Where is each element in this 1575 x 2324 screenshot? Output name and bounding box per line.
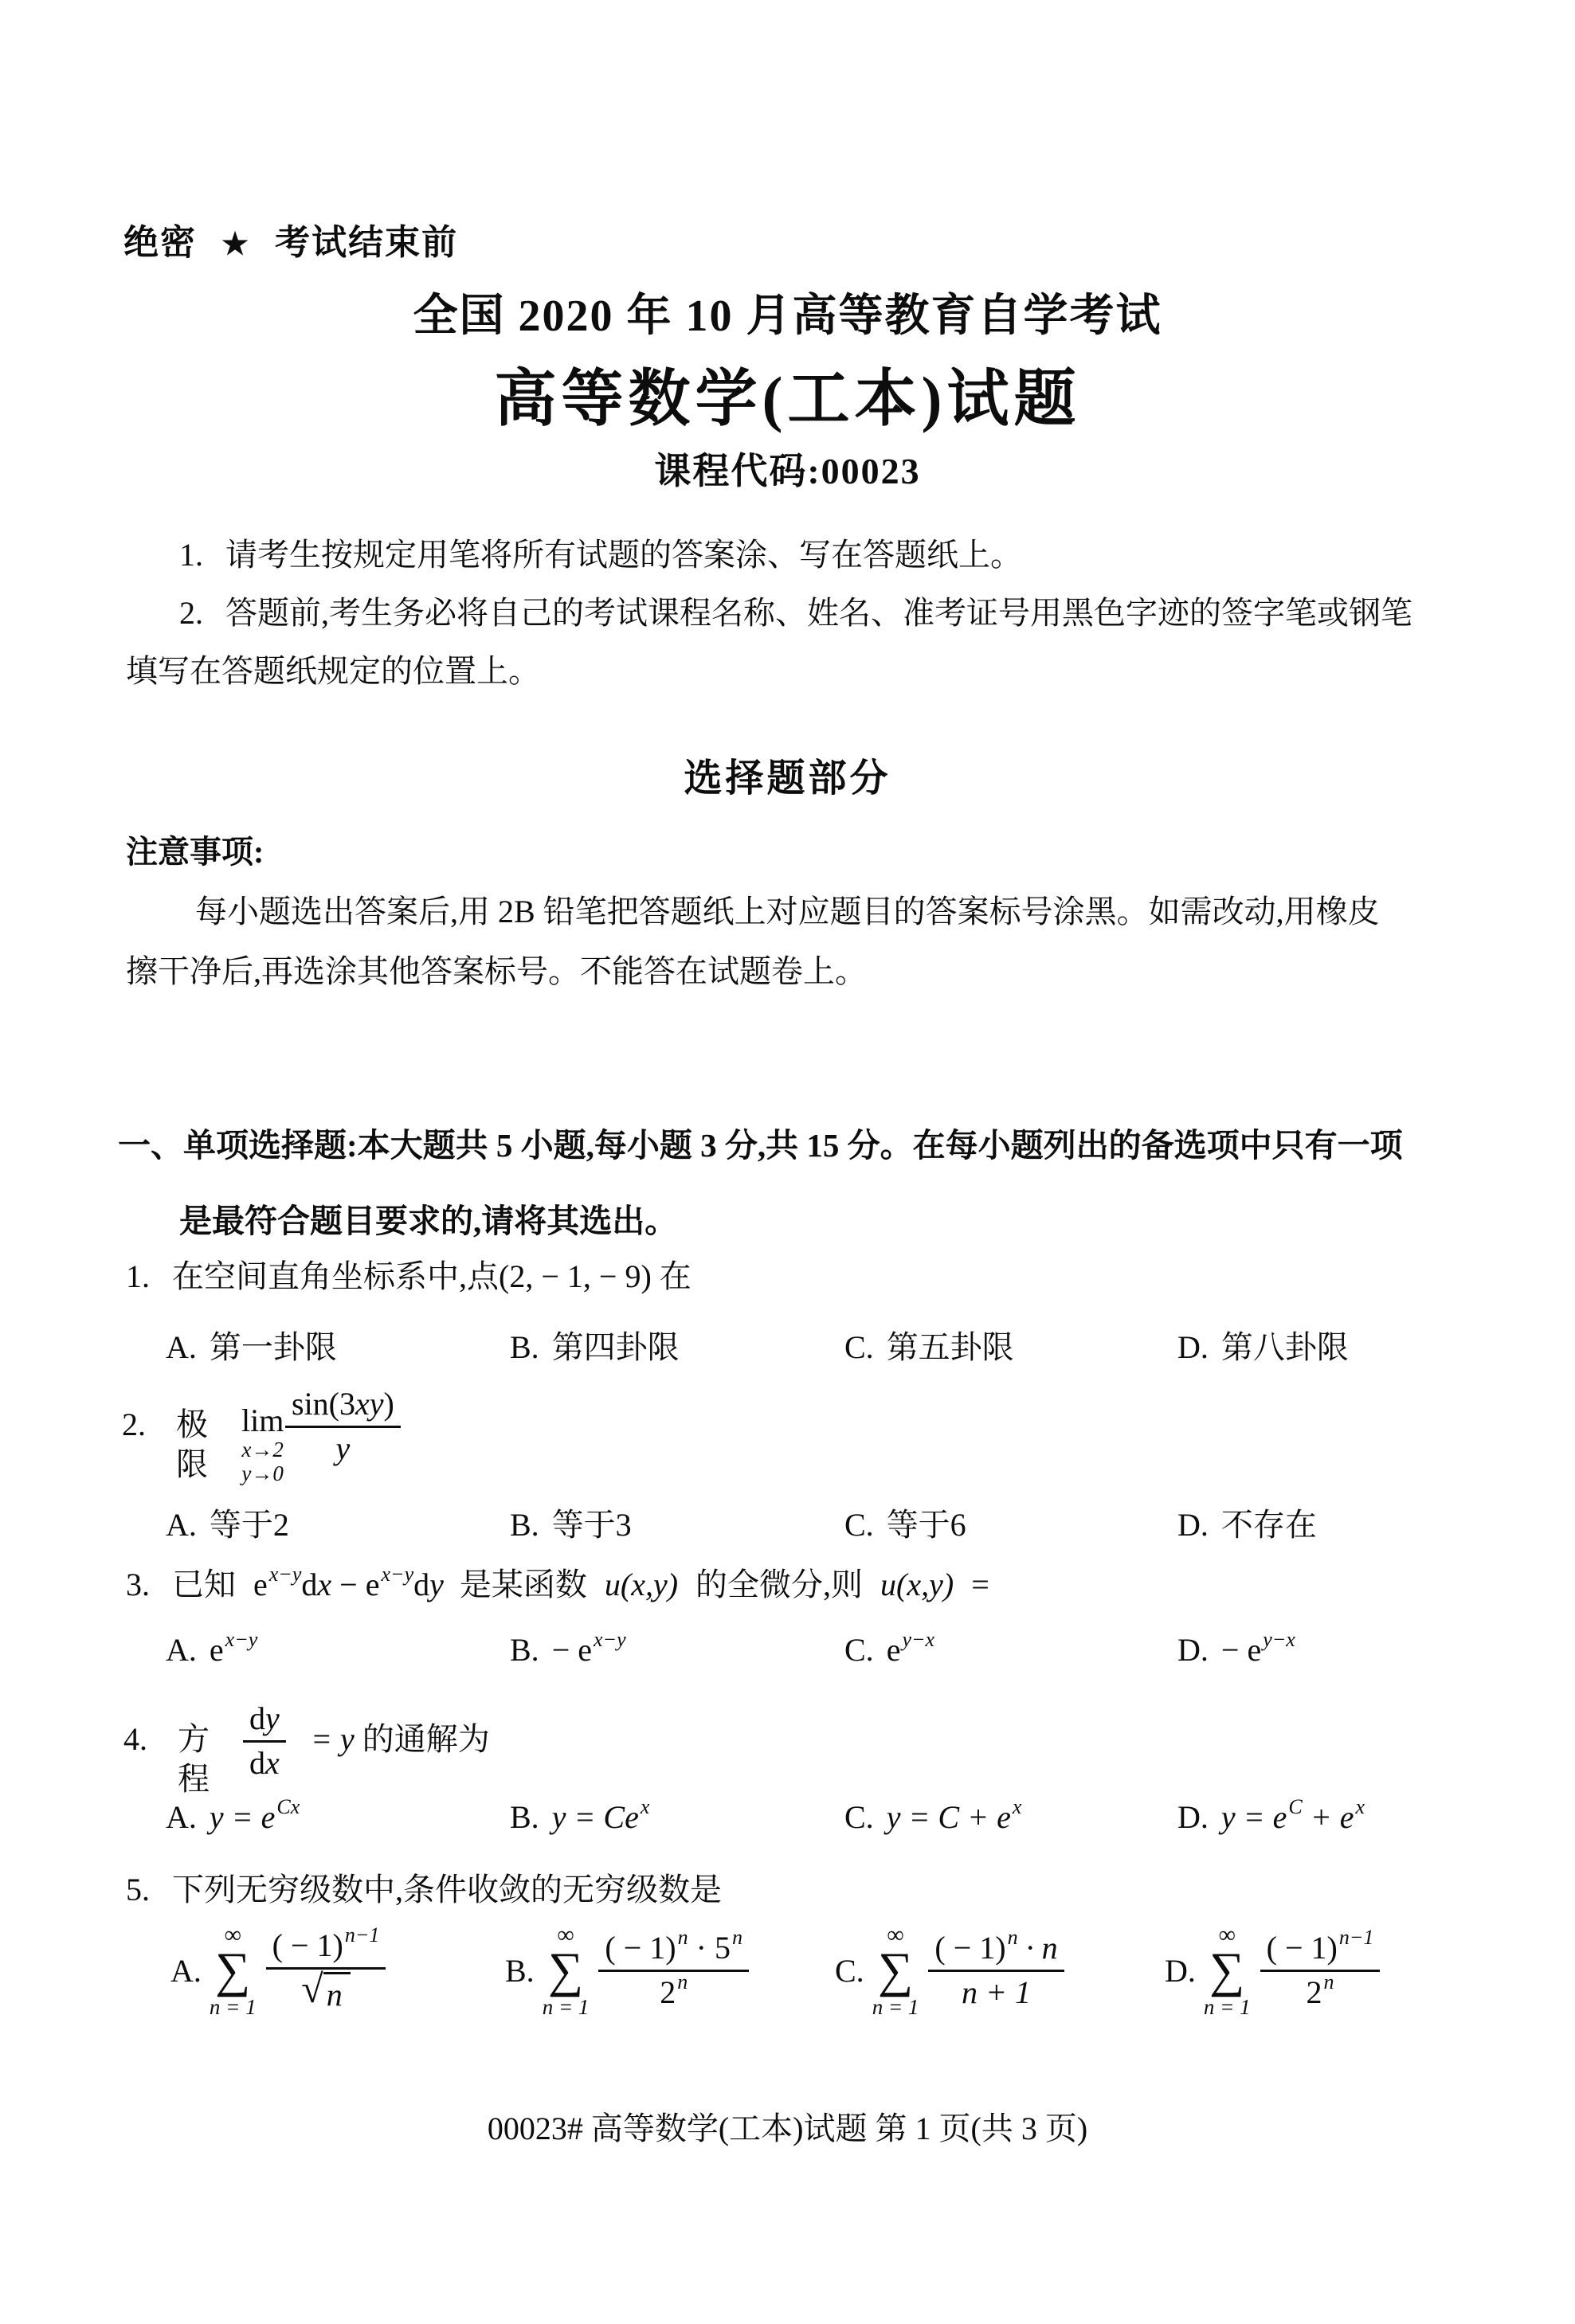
exam-title-line2: 高等数学(工本)试题: [494, 364, 1081, 433]
choice-section-heading: 选择题部分: [684, 757, 891, 800]
q4-fraction-numerator: [243, 1700, 286, 1743]
notice-line2: 擦干净后,再选涂其他答案标号。不能答在试题卷上。: [126, 953, 867, 989]
q1-option-a: [166, 1322, 337, 1367]
question-1-text2: 在: [659, 1258, 692, 1294]
question-3-tail1: 是某函数: [459, 1567, 587, 1602]
infinity-symbol: ∞: [887, 1922, 904, 1948]
sigma-symbol: ∑: [547, 1943, 584, 1997]
q3-option-b-sup: x−y: [594, 1628, 626, 1651]
question-5-text: 下列无穷级数中,条件收敛的无穷级数是: [172, 1872, 722, 1907]
q5-b-denominator: [660, 1972, 688, 2011]
sigma-symbol: ∑: [877, 1943, 914, 1997]
q4-option-d: [1177, 1795, 1365, 1836]
summation-d: [1204, 1923, 1251, 2018]
q2-option-b: [510, 1500, 632, 1545]
q1-option-b-text: 第四卦限: [551, 1329, 680, 1365]
sigma-symbol: ∑: [1209, 1943, 1245, 1997]
question-3-lead: 已知: [172, 1567, 236, 1602]
q2-num-fn: sin(3: [292, 1386, 355, 1422]
sum-lower-limit: n = 1: [872, 1994, 919, 2019]
instruction-item-2-line1: [179, 593, 1412, 633]
instruction-2-text-line1: 答题前,考生务必将自己的考试课程名称、姓名、准考证号用黑色字迹的签字笔或钢笔: [225, 595, 1412, 631]
q1-option-a-text: 第一卦限: [209, 1329, 337, 1365]
q4-option-d-sup2: x: [1355, 1795, 1365, 1818]
q5-d-num1: ( − 1): [1266, 1930, 1338, 1966]
q3-option-c-base: e: [886, 1632, 901, 1668]
summation-b: [543, 1923, 590, 2018]
q5-b-sup1: n: [677, 1926, 688, 1950]
instruction-item-2-line2: 填写在答题纸规定的位置上。: [126, 653, 540, 689]
q5-b-den: 2: [660, 1974, 676, 2011]
q2-option-a-text: 等于2: [209, 1507, 289, 1543]
q3-option-c-sup: y−x: [902, 1628, 935, 1651]
q5-option-b-fraction: [598, 1926, 749, 2011]
q2-option-a-label: A.: [166, 1507, 197, 1543]
sum-lower-limit: n = 1: [542, 1994, 590, 2019]
q5-a-sup1: n−1: [344, 1923, 380, 1947]
security-line: [123, 213, 458, 264]
q5-c-sup1: n: [1007, 1926, 1018, 1950]
q4-option-b-sup: x: [640, 1795, 650, 1818]
q2-option-b-text: 等于3: [551, 1507, 632, 1543]
q4-option-a-label: A.: [166, 1799, 197, 1835]
q3-option-c-label: C.: [844, 1632, 874, 1668]
radical-sign: √: [301, 1966, 323, 2012]
q3-minus: −: [339, 1567, 358, 1602]
q5-option-b-label: B.: [505, 1952, 535, 1989]
q1-option-d: [1177, 1322, 1349, 1367]
question-3-tail2: 的全微分,则: [695, 1567, 864, 1602]
q2-num-var: xy: [355, 1386, 384, 1422]
limit-sub2: y→0: [241, 1461, 284, 1485]
q5-option-a-label: A.: [170, 1952, 202, 1989]
q5-option-d-label: D.: [1165, 1952, 1196, 1989]
q1-option-b: [510, 1322, 680, 1367]
q2-fraction-numerator: [285, 1386, 401, 1428]
q3-option-b-label: B.: [510, 1632, 539, 1668]
q4-option-d-pre: y = e: [1220, 1799, 1287, 1835]
summation-a: [210, 1923, 257, 2018]
q4-option-c-label: C.: [844, 1799, 874, 1835]
instruction-1-text: 请考生按规定用笔将所有试题的答案涂、写在答题纸上。: [225, 537, 1022, 573]
q5-a-numerator: [266, 1923, 386, 1970]
q2-option-a: [166, 1500, 289, 1545]
q1-option-b-label: B.: [510, 1329, 539, 1365]
notice-line1: 每小题选出答案后,用 2B 铅笔把答题纸上对应题目的答案标号涂黑。如需改动,用橡皮: [195, 894, 1380, 929]
q4-fraction-denominator: [249, 1743, 280, 1782]
q3-e1-sup: x−y: [268, 1563, 302, 1586]
q4-tail-text: 的通解为: [362, 1721, 490, 1757]
q5-d-den: 2: [1306, 1974, 1322, 2011]
q5-d-sup1: n−1: [1338, 1926, 1374, 1950]
q4-den-v: x: [265, 1745, 280, 1781]
q5-c-denominator: n + 1: [962, 1974, 1032, 2011]
q3-u2: u(x,y): [880, 1567, 954, 1602]
q5-option-d: [1165, 1923, 1380, 2018]
security-label: 绝密: [123, 223, 197, 262]
question-2-number: 2.: [122, 1407, 146, 1442]
q4-option-d-sup1: C: [1288, 1795, 1303, 1818]
infinity-symbol: ∞: [557, 1922, 574, 1948]
question-4-tail: [311, 1720, 490, 1759]
question-3-equals: =: [971, 1567, 989, 1602]
q5-c-num2: · n: [1017, 1930, 1058, 1966]
q4-option-a-pre: y = e: [209, 1799, 276, 1835]
q5-option-c-fraction: [928, 1926, 1064, 2011]
q4-equation: = y: [311, 1721, 355, 1757]
q4-option-a: [166, 1795, 300, 1836]
q5-b-num2: · 5: [688, 1930, 731, 1966]
q2-option-d-label: D.: [1177, 1507, 1209, 1543]
q2-option-b-label: B.: [510, 1507, 539, 1543]
limit-block: [241, 1403, 284, 1485]
notice-title: 注意事项:: [126, 834, 264, 870]
question-4-number: 4.: [123, 1721, 147, 1757]
question-4-prefix: 方程: [178, 1721, 210, 1797]
sum-lower-limit: n = 1: [209, 1994, 257, 2019]
q5-d-denominator: [1307, 1972, 1334, 2011]
q3-option-d-label: D.: [1177, 1632, 1209, 1668]
q4-num-d: d: [249, 1700, 265, 1736]
q4-option-d-mid: + e: [1302, 1799, 1354, 1835]
question-1-point: (2, − 1, − 9): [499, 1258, 652, 1294]
q2-num-close: ): [383, 1386, 394, 1422]
question-5: [126, 1870, 722, 1910]
q2-option-d: [1177, 1500, 1317, 1545]
question-5-number: 5.: [126, 1872, 150, 1907]
exam-title-line1: 全国 2020 年 10 月高等教育自学考试: [413, 291, 1162, 341]
q4-option-c: [844, 1795, 1022, 1836]
q3-option-b: [510, 1628, 626, 1669]
q3-option-a: [166, 1628, 258, 1669]
q4-option-b-pre: y = Ce: [551, 1799, 639, 1835]
q1-option-a-label: A.: [166, 1329, 197, 1365]
sum-lower-limit: n = 1: [1203, 1994, 1251, 2019]
q5-b-sup2: n: [731, 1926, 742, 1950]
q4-fraction: [243, 1700, 286, 1782]
q3-v1: x: [317, 1567, 332, 1602]
q5-option-a: [170, 1923, 386, 2018]
q3-e1: e: [253, 1567, 268, 1602]
question-1: [126, 1257, 692, 1297]
question-3: [126, 1565, 989, 1605]
q3-option-d-sup: y−x: [1263, 1628, 1295, 1651]
q4-option-c-sup: x: [1012, 1795, 1022, 1818]
part-one-heading-line2: 是最符合题目要求的,请将其选出。: [179, 1203, 678, 1239]
infinity-symbol: ∞: [1218, 1922, 1236, 1948]
q5-c-num1: ( − 1): [934, 1930, 1006, 1966]
q3-option-a-sup: x−y: [225, 1628, 258, 1651]
q2-option-d-text: 不存在: [1220, 1507, 1317, 1543]
q5-option-b: [505, 1923, 749, 2018]
question-3-number: 3.: [126, 1567, 150, 1602]
security-note: 考试结束前: [275, 223, 459, 262]
instruction-item-1: [179, 535, 1022, 575]
q5-d-numerator: [1260, 1926, 1381, 1972]
q3-differential-expression: [253, 1563, 444, 1602]
q2-option-c: [844, 1500, 966, 1545]
q3-option-d: [1177, 1628, 1295, 1669]
q3-option-d-base: − e: [1220, 1632, 1262, 1668]
q5-option-c: [835, 1923, 1064, 2018]
q3-d1: d: [301, 1567, 318, 1602]
q5-a-num1: ( − 1): [272, 1927, 343, 1964]
q1-option-c-label: C.: [844, 1329, 874, 1365]
q1-option-d-label: D.: [1177, 1329, 1209, 1365]
question-1-number: 1.: [126, 1258, 150, 1294]
radicand: n: [323, 1972, 351, 2013]
q1-option-c-text: 第五卦限: [886, 1329, 1014, 1365]
question-1-text1: 在空间直角坐标系中,点: [172, 1258, 499, 1294]
q3-option-c: [844, 1628, 935, 1669]
instruction-1-number: 1.: [179, 537, 203, 573]
q3-e2: e: [365, 1567, 380, 1602]
q4-num-v: y: [265, 1700, 280, 1736]
star-icon: ★: [221, 228, 251, 261]
limit-sub1: x→2: [241, 1438, 284, 1461]
q4-option-d-label: D.: [1177, 1799, 1209, 1835]
q5-option-a-fraction: [266, 1923, 386, 2013]
q3-v2: y: [429, 1567, 444, 1602]
q5-a-denominator: [301, 1966, 350, 2013]
page-footer: 00023# 高等数学(工本)试题 第 1 页(共 3 页): [487, 2111, 1088, 2146]
q3-option-a-label: A.: [166, 1632, 197, 1668]
q5-b-numerator: [598, 1926, 749, 1972]
q4-option-c-pre: y = C + e: [886, 1799, 1011, 1835]
part-one-heading-line1: 一、单项选择题:本大题共 5 小题,每小题 3 分,共 15 分。在每小题列出的备选项中只有一项: [118, 1127, 1403, 1164]
limit-word: lim: [241, 1403, 284, 1438]
sigma-symbol: ∑: [215, 1943, 251, 1997]
q4-option-b: [510, 1795, 650, 1836]
q4-option-b-label: B.: [510, 1799, 539, 1835]
course-code: 课程代码:00023: [654, 451, 921, 491]
q1-option-d-text: 第八卦限: [1220, 1329, 1349, 1365]
q3-e2-sup: x−y: [381, 1563, 414, 1586]
q5-c-numerator: [928, 1926, 1064, 1972]
summation-c: [872, 1923, 919, 2018]
q5-b-num1: ( − 1): [605, 1930, 676, 1966]
instruction-2-number: 2.: [179, 595, 203, 631]
q4-den-d: d: [249, 1745, 265, 1781]
q3-option-b-base: − e: [551, 1632, 592, 1668]
sqrt-radical: [301, 1966, 350, 2013]
q2-fraction-denominator: y: [335, 1430, 351, 1466]
question-2-prefix: 极限: [176, 1407, 208, 1482]
q3-d2: d: [413, 1567, 430, 1602]
q5-option-c-label: C.: [835, 1952, 864, 1989]
q5-d-den-sup: n: [1323, 1970, 1334, 1994]
infinity-symbol: ∞: [224, 1922, 241, 1948]
q5-option-d-fraction: [1260, 1926, 1381, 2011]
q5-b-den-sup: n: [677, 1970, 688, 1994]
q3-u1: u(x,y): [604, 1567, 679, 1602]
q2-fraction: [285, 1386, 401, 1467]
q2-option-c-label: C.: [844, 1507, 874, 1543]
q4-option-a-sup: Cx: [276, 1795, 300, 1818]
q2-option-c-text: 等于6: [886, 1507, 966, 1543]
question-5-options: [0, 1923, 1575, 2043]
q3-option-a-base: e: [209, 1632, 224, 1668]
q1-option-c: [844, 1322, 1014, 1367]
